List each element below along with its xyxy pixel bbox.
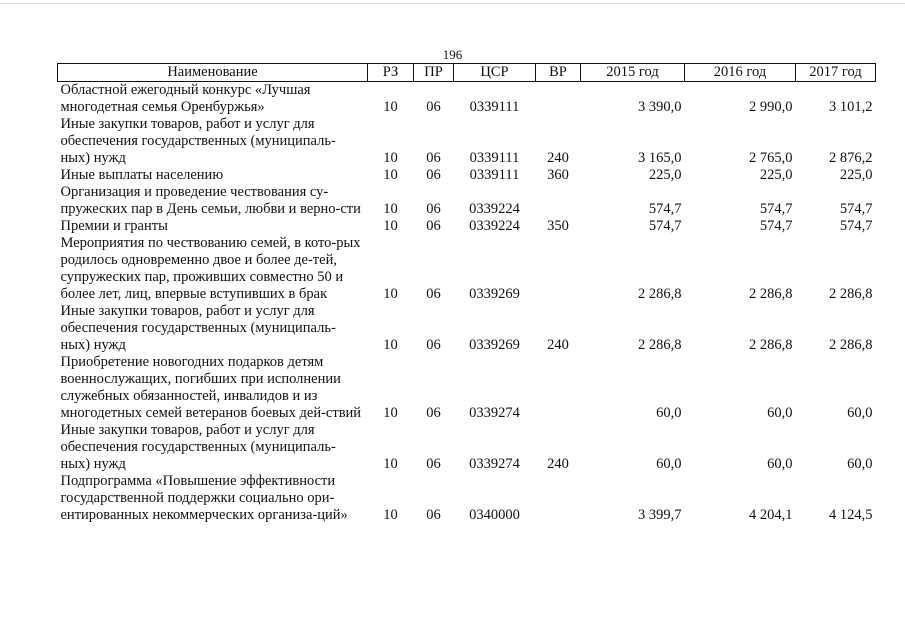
row-name: Иные выплаты населению: [60, 167, 224, 183]
row-2016: 2 765,0: [749, 150, 793, 166]
row-rz: 10: [383, 218, 398, 234]
row-csr: 0339274: [469, 405, 520, 421]
row-2017: 225,0: [839, 167, 873, 183]
row-2016: 2 990,0: [749, 99, 793, 115]
row-2016: 574,7: [759, 218, 793, 234]
row-rz: 10: [383, 99, 398, 115]
table-row: [58, 303, 876, 354]
table-row: [58, 354, 876, 422]
table-row: [58, 473, 876, 524]
row-2017: 2 876,2: [829, 150, 873, 166]
header-2015: 2015 год: [581, 64, 685, 82]
row-vr: [536, 184, 581, 218]
budget-table: [57, 63, 876, 524]
row-csr: 0340000: [469, 507, 520, 523]
row-vr: [536, 235, 581, 303]
row-csr: 0339224: [469, 201, 520, 217]
row-2017: 60,0: [847, 456, 873, 472]
row-pr: 06: [426, 150, 441, 166]
row-csr: 0339269: [469, 286, 520, 302]
row-vr: [536, 473, 581, 524]
row-csr: 0339111: [469, 99, 520, 115]
row-name: Премии и гранты: [60, 218, 168, 234]
row-rz: 10: [383, 167, 398, 183]
header-name: Наименование: [58, 64, 368, 82]
header-vr: ВР: [536, 64, 581, 82]
header-rz: РЗ: [368, 64, 414, 82]
row-2015: 3 390,0: [638, 99, 682, 115]
row-rz: 10: [383, 337, 398, 353]
row-2015: 60,0: [656, 456, 682, 472]
row-pr: 06: [426, 201, 441, 217]
row-rz: 10: [383, 405, 398, 421]
row-pr: 06: [426, 507, 441, 523]
header-csr: ЦСР: [454, 64, 536, 82]
header-pr: ПР: [414, 64, 454, 82]
row-pr: 06: [426, 99, 441, 115]
row-name: Иные закупки товаров, работ и услуг для обеспечения государственных (муниципаль-ных) нужд: [60, 422, 336, 472]
table-row: [58, 422, 876, 473]
row-2016: 574,7: [759, 201, 793, 217]
row-2015: 60,0: [656, 405, 682, 421]
table-row: [58, 116, 876, 167]
row-2016: 2 286,8: [749, 286, 793, 302]
row-2015: 2 286,8: [638, 337, 682, 353]
row-pr: 06: [426, 286, 441, 302]
row-rz: 10: [383, 456, 398, 472]
row-csr: 0339274: [469, 456, 520, 472]
row-vr: 360: [547, 167, 569, 183]
row-pr: 06: [426, 218, 441, 234]
row-2016: 4 204,1: [749, 507, 793, 523]
row-vr: 240: [547, 150, 569, 166]
row-2015: 225,0: [648, 167, 682, 183]
table-row: [58, 82, 876, 117]
row-rz: 10: [383, 150, 398, 166]
row-2017: 2 286,8: [829, 337, 873, 353]
row-2016: 60,0: [767, 405, 793, 421]
row-name: Мероприятия по чествованию семей, в кото-рых родилось одновременно двое и более де-тей, супружеских пар, проживших совместно 50 и более лет, лиц, впервые вступивших в брак: [60, 235, 361, 302]
row-name: Приобретение новогодних подарков детям военнослужащих, погибших при исполнении служебных обязанностей, инвалидов и из многодетных семей ветеранов боевых дей-ствий: [60, 354, 362, 421]
page-top-edge: [0, 3, 905, 4]
row-2015: 574,7: [648, 201, 682, 217]
row-2017: 574,7: [839, 201, 873, 217]
row-2017: 3 101,2: [829, 99, 873, 115]
row-csr: 0339269: [469, 337, 520, 353]
row-pr: 06: [426, 167, 441, 183]
row-rz: 10: [383, 507, 398, 523]
page-number: 196: [442, 47, 463, 62]
row-2017: 2 286,8: [829, 286, 873, 302]
row-name: Иные закупки товаров, работ и услуг для обеспечения государственных (муниципаль-ных) нужд: [60, 303, 336, 353]
row-name: Подпрограмма «Повышение эффективности государственной поддержки социально ори-ентированных некоммерческих организа-ций»: [60, 473, 348, 523]
row-2016: 2 286,8: [749, 337, 793, 353]
row-vr: 350: [547, 218, 569, 234]
row-name: Областной ежегодный конкурс «Лучшая многодетная семья Оренбуржья»: [60, 82, 311, 115]
row-2015: 3 165,0: [638, 150, 682, 166]
row-2017: 574,7: [839, 218, 873, 234]
row-2017: 4 124,5: [829, 507, 873, 523]
row-pr: 06: [426, 405, 441, 421]
row-name: Организация и проведение чествования су-пружеских пар в День семьи, любви и верно-сти: [60, 184, 361, 217]
row-2017: 60,0: [847, 405, 873, 421]
row-vr: 240: [547, 337, 569, 353]
row-pr: 06: [426, 456, 441, 472]
table-body: [58, 82, 876, 525]
row-csr: 0339111: [469, 167, 520, 183]
row-2015: 2 286,8: [638, 286, 682, 302]
row-name: Иные закупки товаров, работ и услуг для обеспечения государственных (муниципаль-ных) нужд: [60, 116, 336, 166]
table-row: [58, 235, 876, 303]
header-2016: 2016 год: [685, 64, 796, 82]
row-csr: 0339224: [469, 218, 520, 234]
row-2016: 225,0: [759, 167, 793, 183]
table-row: [58, 184, 876, 218]
row-vr: 240: [547, 456, 569, 472]
header-2017: 2017 год: [796, 64, 876, 82]
row-vr: [536, 354, 581, 422]
row-2015: 574,7: [648, 218, 682, 234]
table-row: [58, 167, 876, 184]
table-header-row: [58, 64, 876, 82]
row-vr: [536, 82, 581, 117]
row-rz: 10: [383, 201, 398, 217]
row-pr: 06: [426, 337, 441, 353]
row-2016: 60,0: [767, 456, 793, 472]
row-rz: 10: [383, 286, 398, 302]
row-csr: 0339111: [469, 150, 520, 166]
table-row: [58, 218, 876, 235]
row-2015: 3 399,7: [638, 507, 682, 523]
